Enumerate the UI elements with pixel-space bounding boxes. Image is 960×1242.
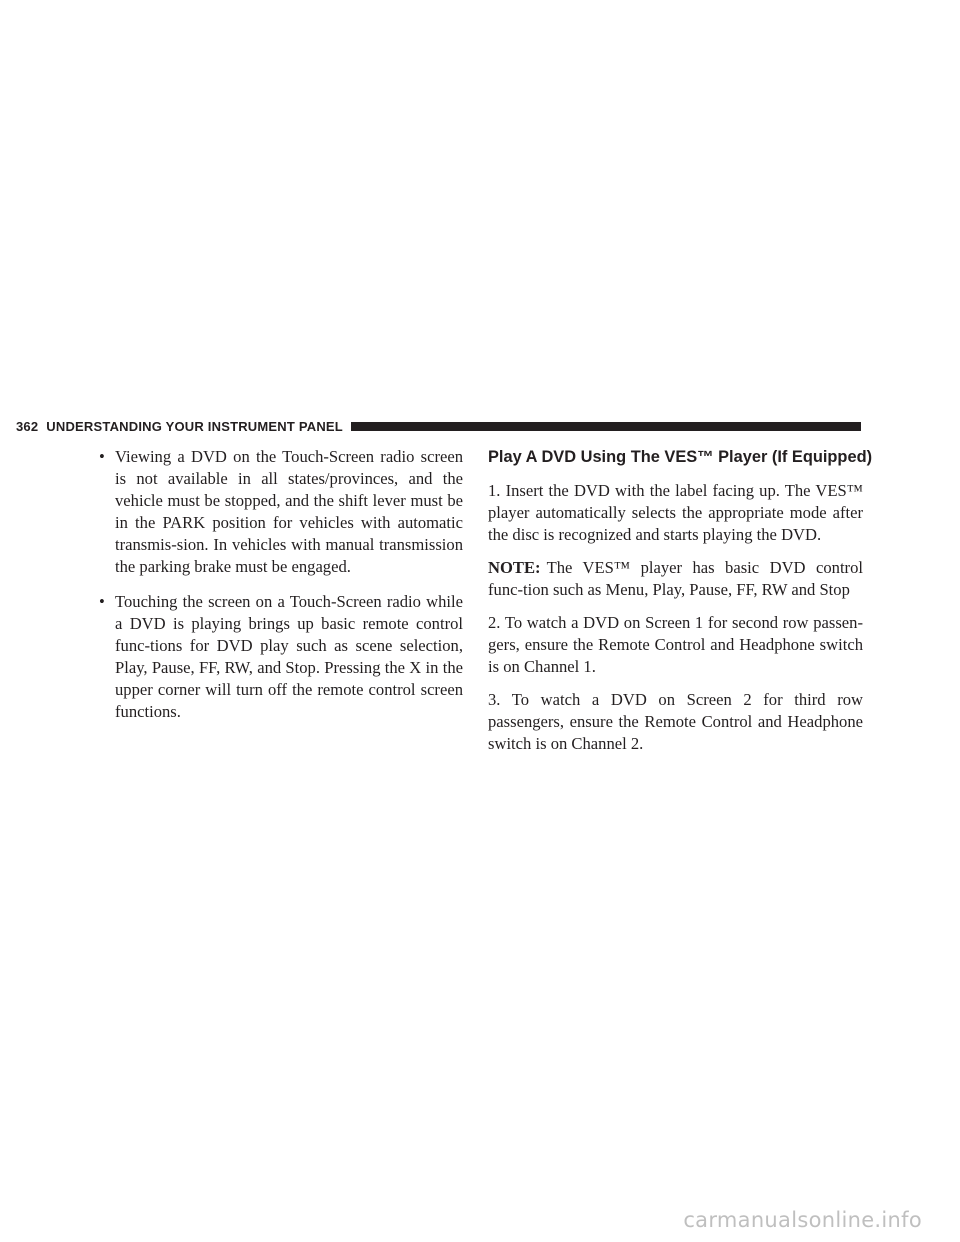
right-column [488,446,873,766]
section-heading: Play A DVD Using The VES™ Player (If Equipped) [488,448,873,466]
list-item [99,591,463,723]
bullet-text: Viewing a DVD on the Touch-Screen radio screen is not available in all states/provinces, and the vehicle must be stopped, and the shift lever must be in the PARK position for vehicles with automatic transmis-sion. In vehicles with manual transmission the parking brake must be engaged. [115,447,463,576]
page-header [16,417,861,435]
page-number: 362 [16,418,39,434]
section-title: UNDERSTANDING YOUR INSTRUMENT PANEL [46,418,343,434]
watermark: carmanualsonline.info [683,1208,922,1232]
step-3: 3. To watch a DVD on Screen 2 for third row passengers, ensure the Remote Control and Headphone switch is on Channel 2. [488,690,863,753]
bullet-text: Touching the screen on a Touch-Screen radio while a DVD is playing brings up basic remote control func-tions for DVD play such as scene selection, Play, Pause, FF, RW, and Stop. Pressing the X in the upper corner will turn off the remote control screen functions. [115,592,463,721]
bullet-icon: • [99,592,105,611]
note-paragraph [488,557,863,601]
step-1: 1. Insert the DVD with the label facing up. The VES™ player automatically selects the appropriate mode after the disc is recognized and starts playing the DVD. [488,481,863,544]
note-label: NOTE: [488,558,541,577]
note-text: The VES™ player has basic DVD control func-tion such as Menu, Play, Pause, FF, RW and Stop [488,558,863,599]
step-2: 2. To watch a DVD on Screen 1 for second row passen-gers, ensure the Remote Control and Headphone switch is on Channel 1. [488,613,863,676]
left-column [99,446,463,736]
header-rule [351,422,861,431]
bullet-icon: • [99,447,105,466]
list-item [99,446,463,578]
